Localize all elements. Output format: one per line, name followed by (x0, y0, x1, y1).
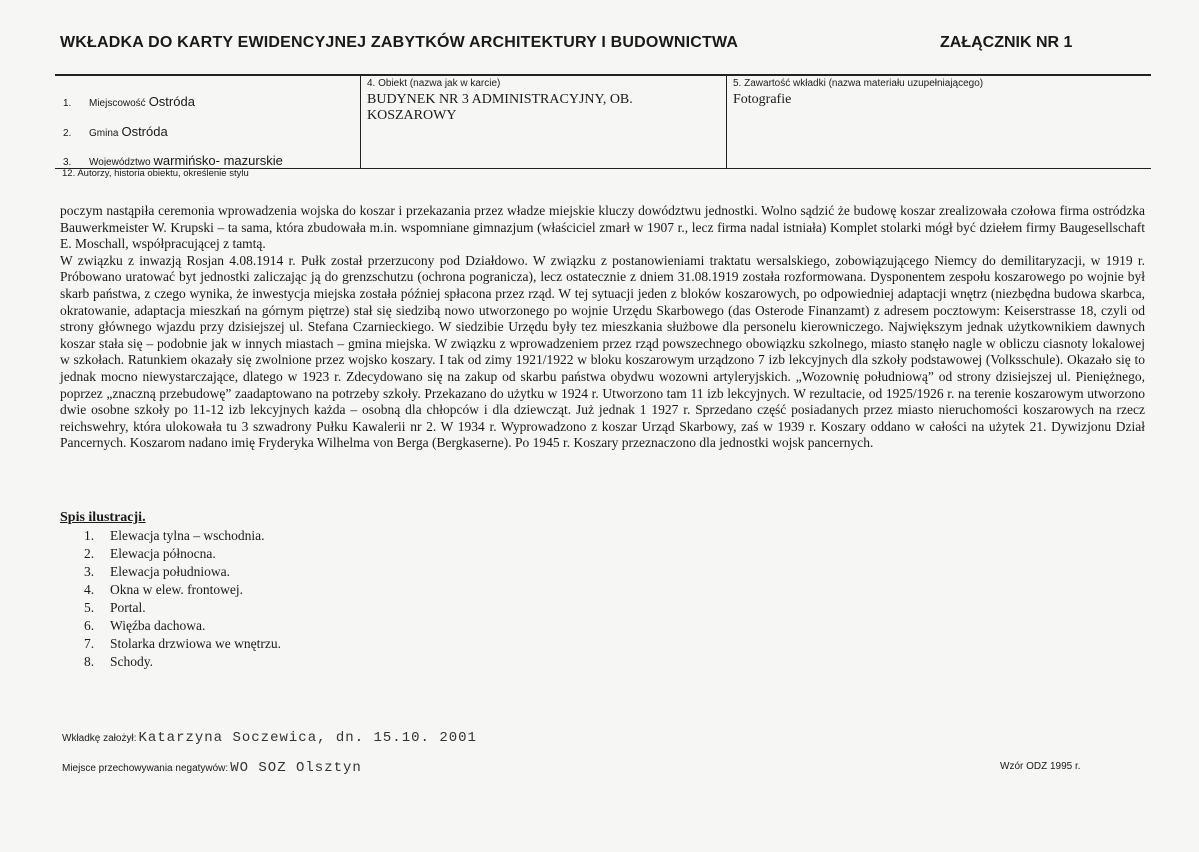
insert-author-line (62, 728, 477, 746)
location-column (55, 76, 360, 168)
form-header-grid (55, 74, 1151, 169)
commune-value: Ostróda (121, 124, 168, 139)
voivodeship-label: Województwo (89, 157, 151, 166)
list-item: 4. Okna w elew. frontowej. (84, 582, 243, 597)
object-column (360, 76, 727, 168)
negatives-storage-value: WO SOZ Olsztyn (230, 760, 362, 776)
list-item: 5. Portal. (84, 600, 146, 615)
negatives-storage-label: Miejsce przechowywania negatywów: (62, 763, 229, 774)
locality-value: Ostróda (148, 94, 195, 109)
list-item: 6. Więźba dachowa. (84, 618, 206, 633)
form-pattern-note: Wzór ODZ 1995 r. (1000, 761, 1081, 772)
list-item: 8. Schody. (84, 654, 153, 669)
list-item: 3. Elewacja południowa. (84, 564, 230, 579)
negatives-storage-line (62, 758, 362, 776)
insert-author-value: Katarzyna Soczewica, dn. 15.10. 2001 (138, 730, 477, 746)
history-paragraph: poczym nastąpiła ceremonia wprowadzenia wojska do koszar i przekazania przez władze miejskie kluczy dowództwu jednostki. Wolno sądzić że budowę koszar zrealizowała czołowa firma ostródzka Bauwerkmeister W. Krupski – ta sama, która zbudowała m.in. wspomniane gimnazjum (właściciel zmarł w 1907 r., lecz firma nadal istniała) Komplet stolarki mógł być dziełem firmy Baugesellschaft E. Moschall, współpracującej z tamtą. (60, 203, 1145, 252)
object-value: BUDYNEK NR 3 ADMINISTRACYJNY, OB. KOSZAROWY (367, 92, 633, 123)
voivodeship-value: warmińsko- mazurskie (153, 153, 283, 166)
contents-value: Fotografie (733, 92, 792, 107)
history-text (60, 203, 1145, 452)
list-item: 1. Elewacja tylna – wschodnia. (84, 528, 265, 543)
field-voivodeship: 3. Województwo warmińsko- mazurskie (63, 153, 283, 166)
annex-number: ZAŁĄCZNIK NR 1 (940, 34, 1073, 51)
field-commune: 2. Gmina Ostróda (63, 124, 168, 139)
history-paragraph: W związku z inwazją Rosjan 4.08.1914 r. Pułk został przerzucony pod Działdowo. W związku z postanowieniami traktatu wersalskiego, zobowiązującego Niemcy do demilitaryzacji, w 1919 r. Próbowano uratować byt jednostki zaliczając ją do grenzschutzu (ochrona pogranicza), lecz ostatecznie z dniem 31.08.1919 została rozformowana. Dysponentem zespołu koszarowego po wojnie był skarb państwa, z czego wynika, że inwestycja miejska została później spłacona przez rząd. W tej sytuacji jeden z bloków koszarowych, po odpowiedniej adaptacji wnętrz (niezbędna budowa skarbca, okratowanie, adaptacja mieszkań na górnym piętrze) stał się siedzibą nowo utworzonego po wojnie Urzędu Skarbowego (das Osterode Finanzamt) z adresem pocztowym: Keiserstrasse 18, czyli od strony głównego wjazdu przy dzisiejszej ul. Stefana Czarnieckiego. W siedzibie Urzędu były tez mieszkania służbowe dla personelu kierowniczego. Największym jednak użytkownikiem dawnych koszar stała się – podobnie jak w innych miastach – gmina miejska. W związku z wprowadzeniem przez rząd powszechnego obowiązku szkolnego, miasto stanęło nagle w obliczu ciasnoty lokalowej w szkołach. Ratunkiem okazały się zwolnione przez wojsko koszary. I tak od zimy 1921/1922 w bloku koszarowym urządzono 7 izb lekcyjnych dla szkoły podstawowej (Volksschule). Okazało się to jednak mocno niewystarczające, dlatego w 1923 r. Zdecydowano się na zakup od skarbu państwa obydwu wozowni artyleryjskich. „Wozownię południową” od strony dzisiejszej ul. Pieniężnego, poprzez „znaczną przebudowę” zaadaptowano na potrzeby szkoły. Przekazano do użytku w 1924 r. Utworzono tam 11 izb lekcyjnych. W rezultacie, od 1925/1926 r. na terenie koszarowym utworzono dwie osobne szkoły po 11-12 izb lekcyjnych każda – osobną dla chłopców i dla dziewcząt. Już jednak 1 1927 r. Sprzedano część posiadanych przez miasto nieruchomości koszarowych na rzecz reichswehry, która ulokowała tu 3 szwadrony Pułku Kawalerii nr 2. W 1934 r. Wyprowadzono z koszar Urząd Skarbowy, zaś w 1939 r. Koszary oddano w całości na użytek 21. Dywizjonu Dział Pancernych. Koszarom nadano imię Fryderyka Wilhelma von Berga (Bergkaserne). Po 1945 r. Koszary przeznaczono dla jednostki wojsk pancernych. (60, 252, 1145, 451)
field-locality: 1. Miejscowość Ostróda (63, 94, 195, 109)
authors-history-label: 12. Autorzy, historia obiektu, określenie stylu (62, 168, 249, 179)
contents-column (726, 76, 1152, 168)
contents-label: 5. Zawartość wkładki (nazwa materiału uzupełniającego) (733, 78, 984, 89)
insert-author-label: Wkładkę założył: (62, 733, 137, 744)
object-label: 4. Obiekt (nazwa jak w karcie) (367, 78, 501, 89)
form-title: WKŁADKA DO KARTY EWIDENCYJNEJ ZABYTKÓW ARCHITEKTURY I BUDOWNICTWA (60, 34, 739, 51)
list-item: 7. Stolarka drzwiowa we wnętrzu. (84, 636, 281, 651)
illustrations-heading: Spis ilustracji. (60, 510, 146, 525)
list-item: 2. Elewacja północna. (84, 546, 216, 561)
locality-label: Miejscowość (89, 98, 146, 109)
commune-label: Gmina (89, 128, 119, 139)
illustrations-list (84, 527, 281, 671)
